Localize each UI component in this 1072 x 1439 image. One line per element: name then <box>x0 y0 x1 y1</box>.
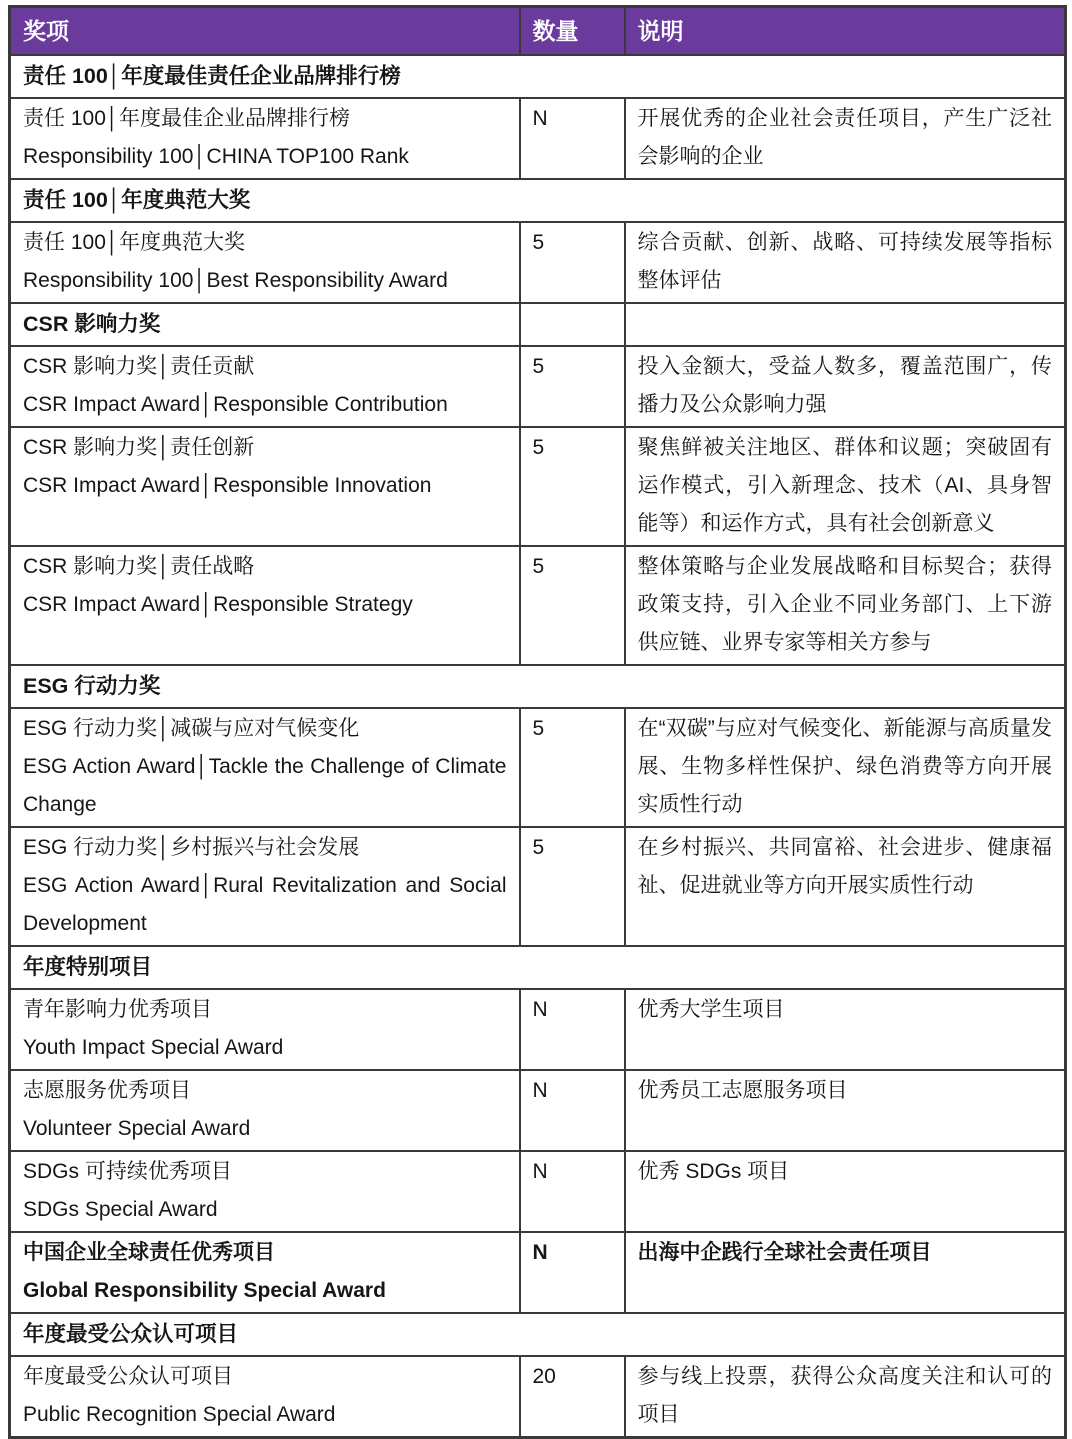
section-title: 责任 100│年度最佳责任企业品牌排行榜 <box>10 55 1066 98</box>
award-name-cell <box>10 827 520 946</box>
award-name-cell <box>10 708 520 827</box>
quantity-cell: 5 <box>520 346 625 427</box>
award-name-en: Public Recognition Special Award <box>23 1403 336 1426</box>
award-name-en: ESG Action Award│Rural Revitalization and Social Development <box>23 874 507 935</box>
description-cell: 优秀 SDGs 项目 <box>625 1151 1066 1232</box>
quantity-cell: 5 <box>520 222 625 303</box>
award-row <box>10 222 1066 303</box>
award-name-en: SDGs Special Award <box>23 1198 218 1221</box>
quantity-cell: N <box>520 98 625 179</box>
award-name-zh: 中国企业全球责任优秀项目 <box>23 1241 275 1264</box>
award-name-zh: CSR 影响力奖│责任创新 <box>23 436 255 459</box>
award-name-zh: 青年影响力优秀项目 <box>23 998 212 1021</box>
section-row <box>10 303 1066 346</box>
header-description: 说明 <box>625 7 1066 56</box>
award-name-cell <box>10 427 520 546</box>
description-cell: 聚焦鲜被关注地区、群体和议题；突破固有运作模式，引入新理念、技术（AI、具身智能等）和运作方式，具有社会创新意义 <box>625 427 1066 546</box>
description-cell: 在“双碳”与应对气候变化、新能源与高质量发展、生物多样性保护、绿色消费等方向开展实质性行动 <box>625 708 1066 827</box>
quantity-cell: 5 <box>520 827 625 946</box>
award-name-cell <box>10 222 520 303</box>
award-name-en: CSR Impact Award│Responsible Contribution <box>23 393 448 416</box>
section-title: 年度特别项目 <box>10 946 1066 989</box>
award-name-zh: 年度最受公众认可项目 <box>23 1365 233 1388</box>
award-row <box>10 346 1066 427</box>
section-row <box>10 179 1066 222</box>
quantity-cell: N <box>520 1070 625 1151</box>
award-name-zh: SDGs 可持续优秀项目 <box>23 1160 232 1183</box>
quantity-cell: 5 <box>520 546 625 665</box>
award-name-cell <box>10 1232 520 1313</box>
quantity-cell-empty <box>520 303 625 346</box>
quantity-cell: 5 <box>520 708 625 827</box>
award-name-en: ESG Action Award│Tackle the Challenge of Climate Change <box>23 755 507 816</box>
description-cell: 优秀大学生项目 <box>625 989 1066 1070</box>
description-cell-empty <box>625 303 1066 346</box>
award-row <box>10 1070 1066 1151</box>
award-row <box>10 708 1066 827</box>
description-cell: 参与线上投票，获得公众高度关注和认可的项目 <box>625 1356 1066 1438</box>
award-name-cell <box>10 1151 520 1232</box>
section-row <box>10 55 1066 98</box>
award-name-cell <box>10 1356 520 1438</box>
award-name-zh: 责任 100│年度最佳企业品牌排行榜 <box>23 107 350 130</box>
award-row <box>10 1232 1066 1313</box>
award-row <box>10 1356 1066 1438</box>
award-name-en: Volunteer Special Award <box>23 1117 251 1140</box>
award-name-zh: ESG 行动力奖│减碳与应对气候变化 <box>23 717 360 740</box>
table-header <box>10 7 1066 56</box>
quantity-cell: N <box>520 1232 625 1313</box>
section-title: CSR 影响力奖 <box>10 303 520 346</box>
award-name-cell <box>10 989 520 1070</box>
award-row <box>10 98 1066 179</box>
award-name-cell <box>10 1070 520 1151</box>
award-name-en: Responsibility 100│CHINA TOP100 Rank <box>23 145 409 168</box>
section-row <box>10 665 1066 708</box>
header-award: 奖项 <box>10 7 520 56</box>
quantity-cell: 20 <box>520 1356 625 1438</box>
section-title: ESG 行动力奖 <box>10 665 1066 708</box>
award-name-en: CSR Impact Award│Responsible Strategy <box>23 593 413 616</box>
description-cell: 综合贡献、创新、战略、可持续发展等指标整体评估 <box>625 222 1066 303</box>
award-name-en: Youth Impact Special Award <box>23 1036 284 1059</box>
award-name-cell <box>10 98 520 179</box>
header-quantity: 数量 <box>520 7 625 56</box>
description-cell: 在乡村振兴、共同富裕、社会进步、健康福祉、促进就业等方向开展实质性行动 <box>625 827 1066 946</box>
award-row <box>10 427 1066 546</box>
award-name-cell <box>10 346 520 427</box>
quantity-cell: N <box>520 1151 625 1232</box>
award-row <box>10 1151 1066 1232</box>
section-row <box>10 1313 1066 1356</box>
quantity-cell: N <box>520 989 625 1070</box>
award-name-zh: ESG 行动力奖│乡村振兴与社会发展 <box>23 836 360 859</box>
award-name-cell <box>10 546 520 665</box>
award-name-zh: CSR 影响力奖│责任贡献 <box>23 355 255 378</box>
award-name-zh: CSR 影响力奖│责任战略 <box>23 555 255 578</box>
header-row <box>10 7 1066 56</box>
quantity-cell: 5 <box>520 427 625 546</box>
description-cell: 优秀员工志愿服务项目 <box>625 1070 1066 1151</box>
award-name-zh: 志愿服务优秀项目 <box>23 1079 191 1102</box>
description-cell: 开展优秀的企业社会责任项目，产生广泛社会影响的企业 <box>625 98 1066 179</box>
description-cell: 投入金额大，受益人数多，覆盖范围广，传播力及公众影响力强 <box>625 346 1066 427</box>
description-cell: 整体策略与企业发展战略和目标契合；获得政策支持，引入企业不同业务部门、上下游供应链、业界专家等相关方参与 <box>625 546 1066 665</box>
description-cell: 出海中企践行全球社会责任项目 <box>625 1232 1066 1313</box>
awards-table <box>8 5 1067 1439</box>
award-name-zh: 责任 100│年度典范大奖 <box>23 231 245 254</box>
award-name-en: Responsibility 100│Best Responsibility Award <box>23 269 448 292</box>
table-body <box>10 55 1066 1438</box>
award-name-en: CSR Impact Award│Responsible Innovation <box>23 474 432 497</box>
section-row <box>10 946 1066 989</box>
award-row <box>10 827 1066 946</box>
award-row <box>10 546 1066 665</box>
award-row <box>10 989 1066 1070</box>
section-title: 年度最受公众认可项目 <box>10 1313 1066 1356</box>
award-name-en: Global Responsibility Special Award <box>23 1279 386 1302</box>
section-title: 责任 100│年度典范大奖 <box>10 179 1066 222</box>
